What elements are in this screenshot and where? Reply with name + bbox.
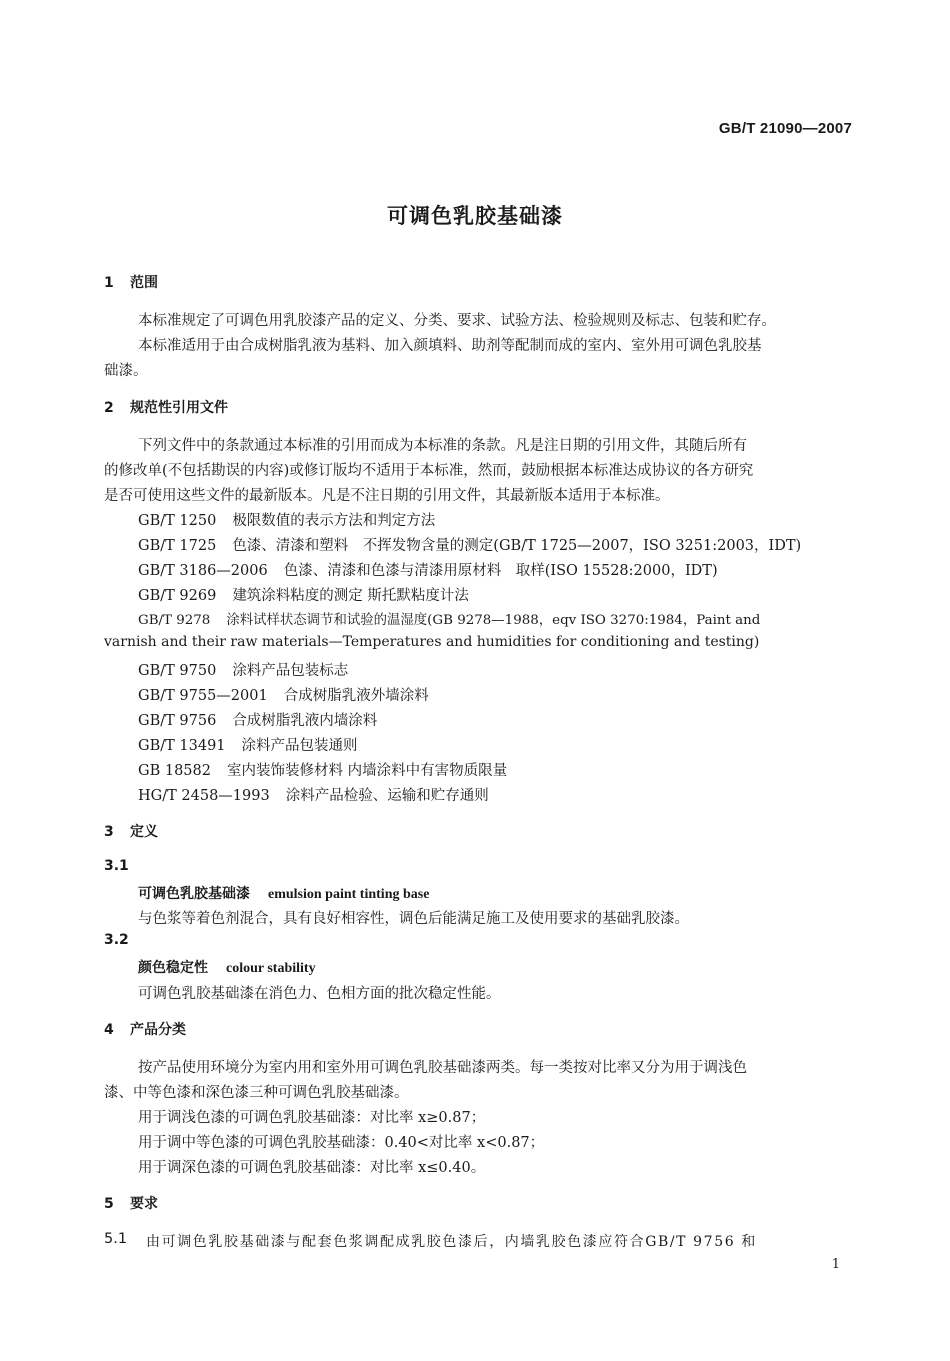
- section-1-heading: [104, 272, 158, 292]
- paragraph: 由可调色乳胶基础漆与配套色浆调配成乳胶色漆后，内墙乳胶色漆应符合GB/T 9756 和: [146, 1234, 757, 1250]
- term-english: emulsion paint tinting base: [268, 887, 430, 902]
- reference-item: [138, 734, 358, 755]
- reference-code: GB/T 1725: [138, 538, 217, 554]
- reference-text: 涂料产品检验、运输和贮存通则: [285, 788, 489, 804]
- reference-continuation: varnish and their raw materials—Temperatures and humidities for conditioning and testing): [104, 634, 760, 650]
- reference-text: 涂料试样状态调节和试验的温湿度(GB 9278—1988，eqv ISO 3270:1984，Paint and: [226, 613, 761, 628]
- clause-number: 5.1: [104, 1231, 128, 1247]
- term-definition: 与色浆等着色剂混合，具有良好相容性，调色后能满足施工及使用要求的基础乳胶漆。: [138, 911, 689, 927]
- reference-item: [138, 784, 489, 805]
- reference-text: 建筑涂料粘度的测定 斯托默粘度计法: [232, 588, 469, 604]
- paragraph: 础漆。: [104, 363, 148, 379]
- reference-item: [138, 659, 348, 680]
- term-entry: [138, 883, 429, 903]
- reference-text: 涂料产品包装标志: [232, 663, 349, 679]
- reference-text: 色漆、清漆和色漆与清漆用原材料 取样(ISO 15528:2000，IDT): [283, 563, 718, 579]
- reference-item: [138, 584, 469, 605]
- clause-number: 3.1: [104, 858, 129, 874]
- reference-item: [138, 609, 760, 628]
- section-number: 2: [104, 400, 114, 416]
- paragraph: 本标准规定了可调色用乳胶漆产品的定义、分类、要求、试验方法、检验规则及标志、包装和贮存。: [138, 313, 776, 329]
- reference-text: 合成树脂乳液外墙涂料: [283, 688, 429, 704]
- term-chinese: 颜色稳定性: [138, 960, 208, 976]
- reference-item: [138, 684, 429, 705]
- list-item: 用于调浅色漆的可调色乳胶基础漆：对比率 x≥0.87；: [138, 1110, 486, 1126]
- term-chinese: 可调色乳胶基础漆: [138, 886, 250, 902]
- section-number: 1: [104, 275, 114, 291]
- document-title: 可调色乳胶基础漆: [387, 204, 563, 228]
- list-item: 用于调深色漆的可调色乳胶基础漆：对比率 x≤0.40。: [138, 1160, 486, 1176]
- paragraph: 下列文件中的条款通过本标准的引用而成为本标准的条款。凡是注日期的引用文件，其随后所有: [138, 438, 747, 454]
- section-2-heading: [104, 397, 228, 417]
- reference-item: [138, 509, 435, 530]
- section-5-heading: [104, 1193, 158, 1213]
- reference-code: HG/T 2458—1993: [138, 788, 270, 804]
- reference-text: 涂料产品包装通则: [241, 738, 358, 754]
- reference-code: GB/T 9756: [138, 713, 217, 729]
- reference-code: GB/T 9269: [138, 588, 217, 604]
- reference-code: GB/T 3186—2006: [138, 563, 268, 579]
- section-4-heading: [104, 1019, 186, 1039]
- reference-text: 色漆、清漆和塑料 不挥发物含量的测定(GB/T 1725—2007，ISO 3251:2003，IDT): [232, 538, 802, 554]
- section-title: 定义: [130, 824, 158, 840]
- term-entry: [138, 957, 316, 977]
- section-title: 规范性引用文件: [130, 400, 228, 416]
- section-number: 5: [104, 1196, 114, 1212]
- page-number: 1: [831, 1257, 840, 1272]
- reference-text: 合成树脂乳液内墙涂料: [232, 713, 378, 729]
- reference-item: [138, 559, 718, 580]
- reference-code: GB/T 1250: [138, 513, 217, 529]
- reference-item: [138, 759, 507, 780]
- standard-code: GB/T 21090—2007: [718, 120, 852, 137]
- section-number: 3: [104, 824, 114, 840]
- section-title: 范围: [130, 275, 158, 291]
- reference-code: GB/T 13491: [138, 738, 226, 754]
- term-definition: 可调色乳胶基础漆在消色力、色相方面的批次稳定性能。: [138, 986, 501, 1002]
- reference-code: GB/T 9278: [138, 613, 211, 628]
- section-title: 产品分类: [130, 1022, 186, 1038]
- paragraph: 是否可使用这些文件的最新版本。凡是不注日期的引用文件，其最新版本适用于本标准。: [104, 488, 670, 504]
- section-3-heading: [104, 821, 158, 841]
- reference-text: 室内装饰装修材料 内墙涂料中有害物质限量: [226, 763, 508, 779]
- reference-item: [138, 709, 377, 730]
- paragraph: 的修改单(不包括勘误的内容)或修订版均不适用于本标准，然而，鼓励根据本标准达成协议的各方研究: [104, 463, 754, 479]
- reference-item: [138, 534, 801, 555]
- reference-code: GB/T 9755—2001: [138, 688, 268, 704]
- reference-code: GB/T 9750: [138, 663, 217, 679]
- section-number: 4: [104, 1022, 114, 1038]
- clause-number: 3.2: [104, 932, 129, 948]
- list-item: 用于调中等色漆的可调色乳胶基础漆：0.40<对比率 x<0.87；: [138, 1135, 545, 1151]
- paragraph: 本标准适用于由合成树脂乳液为基料、加入颜填料、助剂等配制而成的室内、室外用可调色乳胶基: [138, 338, 762, 354]
- reference-text: 极限数值的表示方法和判定方法: [232, 513, 436, 529]
- paragraph: 按产品使用环境分为室内用和室外用可调色乳胶基础漆两类。每一类按对比率又分为用于调浅色: [138, 1060, 747, 1076]
- term-english: colour stability: [226, 961, 316, 976]
- reference-code: GB 18582: [138, 763, 211, 779]
- paragraph: 漆、中等色漆和深色漆三种可调色乳胶基础漆。: [104, 1085, 409, 1101]
- section-title: 要求: [130, 1196, 158, 1212]
